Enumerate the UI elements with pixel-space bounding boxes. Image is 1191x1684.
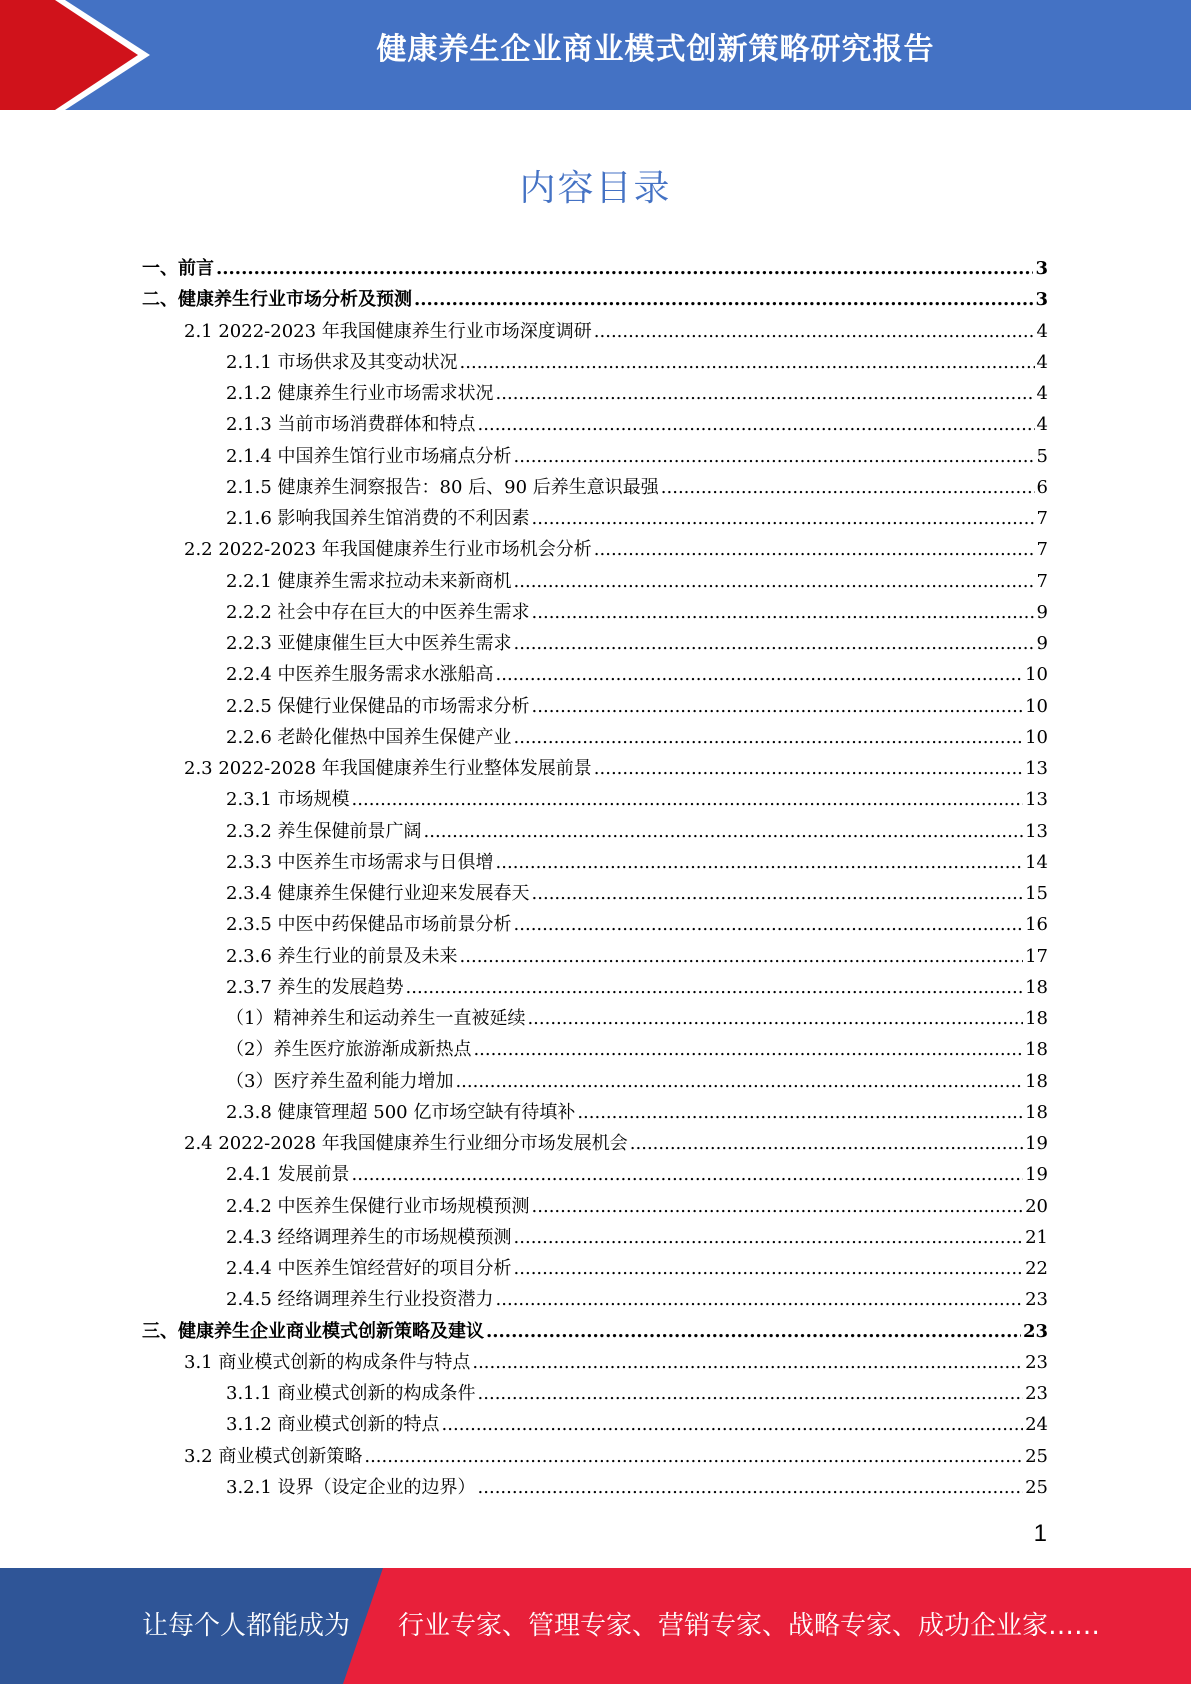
- toc-entry[interactable]: [142, 1129, 1048, 1160]
- toc-entry[interactable]: [142, 348, 1048, 379]
- toc-dot-leader: [496, 852, 1024, 873]
- toc-title: 内容目录: [519, 168, 672, 209]
- toc-entry[interactable]: [142, 1317, 1048, 1348]
- toc-entry-page: 18: [1025, 1008, 1048, 1029]
- toc-entry-page: 19: [1025, 1164, 1048, 1186]
- toc-dot-leader: [514, 1258, 1024, 1279]
- toc-entry-page: 4: [1036, 383, 1048, 404]
- toc-entry-page: 23: [1022, 1320, 1048, 1342]
- toc-entry[interactable]: [142, 379, 1048, 410]
- toc-entry[interactable]: [142, 317, 1048, 348]
- toc-entry-label: 3.2.1 设界（设定企业的边界）: [226, 1476, 476, 1498]
- toc-entry-label: 2.3.2 养生保健前景广阔: [226, 820, 422, 842]
- toc-dot-leader: [532, 883, 1024, 904]
- toc-entry[interactable]: [142, 1348, 1048, 1379]
- toc-entry[interactable]: [142, 1160, 1048, 1191]
- toc-entry-page: 21: [1025, 1226, 1048, 1248]
- toc-entry-page: 19: [1025, 1133, 1048, 1154]
- toc-entry-page: 4: [1036, 320, 1048, 342]
- toc-entry[interactable]: [142, 504, 1048, 535]
- toc-entry-label: 2.2.6 老龄化催热中国养生保健产业: [226, 726, 512, 748]
- toc-entry[interactable]: [142, 660, 1048, 691]
- toc-entry[interactable]: [142, 754, 1048, 785]
- toc-entry-label: （3）医疗养生盈利能力增加: [226, 1070, 454, 1092]
- toc-dot-leader: [514, 571, 1035, 592]
- toc-dot-leader: [460, 352, 1035, 373]
- toc-entry[interactable]: [142, 723, 1048, 754]
- toc-dot-leader: [532, 1196, 1024, 1217]
- toc-entry-label: 一、前言: [142, 258, 214, 279]
- toc-entry[interactable]: [142, 285, 1048, 316]
- toc-entry-page: 20: [1025, 1195, 1048, 1217]
- toc-entry[interactable]: [142, 473, 1048, 504]
- table-of-contents: [142, 254, 1048, 1504]
- toc-entry[interactable]: [142, 567, 1048, 598]
- toc-entry-label: 2.4.3 经络调理养生的市场规模预测: [226, 1226, 512, 1248]
- toc-entry[interactable]: [142, 1098, 1048, 1129]
- toc-entry-label: 2.2 2022-2023 年我国健康养生行业市场机会分析: [184, 539, 592, 561]
- toc-entry[interactable]: [142, 1223, 1048, 1254]
- toc-entry-page: 6: [1036, 476, 1048, 498]
- toc-dot-leader: [594, 539, 1035, 560]
- toc-dot-leader: [473, 1039, 1023, 1060]
- toc-entry[interactable]: [142, 629, 1048, 660]
- toc-entry-label: 2.4 2022-2028 年我国健康养生行业细分市场发展机会: [184, 1133, 628, 1154]
- toc-entry-page: 9: [1036, 601, 1048, 623]
- toc-entry-label: 2.4.1 发展前景: [226, 1164, 350, 1186]
- toc-entry[interactable]: [142, 1004, 1048, 1035]
- toc-dot-leader: [478, 414, 1035, 435]
- toc-entry-page: 3: [1035, 289, 1048, 311]
- toc-dot-leader: [364, 1446, 1023, 1467]
- toc-entry-label: （2）养生医疗旅游渐成新热点: [226, 1039, 472, 1061]
- toc-entry-page: 9: [1036, 633, 1048, 654]
- toc-entry-label: 二、健康养生行业市场分析及预测: [142, 289, 412, 311]
- toc-entry-page: 13: [1025, 758, 1048, 779]
- toc-entry-page: 3: [1035, 258, 1048, 279]
- toc-entry-label: 2.3.6 养生行业的前景及未来: [226, 945, 458, 967]
- toc-entry[interactable]: [142, 1254, 1048, 1285]
- page-number: 1: [1033, 1520, 1047, 1547]
- toc-entry-page: 25: [1025, 1445, 1048, 1467]
- toc-entry-page: 7: [1036, 508, 1048, 529]
- toc-entry-page: 7: [1036, 570, 1048, 592]
- toc-entry[interactable]: [142, 1379, 1048, 1410]
- toc-entry[interactable]: [142, 1410, 1048, 1441]
- toc-entry-label: 2.3.4 健康养生保健行业迎来发展春天: [226, 883, 530, 904]
- toc-entry-page: 16: [1025, 914, 1048, 936]
- toc-entry[interactable]: [142, 598, 1048, 629]
- toc-entry-label: 2.3.3 中医养生市场需求与日俱增: [226, 851, 494, 873]
- toc-entry-label: 3.1 商业模式创新的构成条件与特点: [184, 1351, 471, 1373]
- toc-dot-leader: [630, 1133, 1023, 1154]
- header-title: 健康养生企业商业模式创新策略研究报告: [376, 32, 935, 67]
- toc-dot-leader: [455, 1071, 1023, 1092]
- toc-entry[interactable]: [142, 973, 1048, 1004]
- toc-entry-page: 24: [1025, 1414, 1048, 1436]
- toc-entry-label: 2.2.1 健康养生需求拉动未来新商机: [226, 570, 512, 592]
- toc-dot-leader: [661, 477, 1035, 498]
- toc-entry-page: 25: [1025, 1476, 1048, 1498]
- toc-entry[interactable]: [142, 1442, 1048, 1473]
- toc-entry-label: 2.3.7 养生的发展趋势: [226, 976, 404, 998]
- toc-entry-page: 18: [1025, 1101, 1048, 1123]
- toc-entry[interactable]: [142, 254, 1048, 285]
- toc-entry[interactable]: [142, 692, 1048, 723]
- toc-entry-label: 2.1.5 健康养生洞察报告：80 后、90 后养生意识最强: [226, 476, 659, 498]
- toc-dot-leader: [478, 1383, 1024, 1404]
- toc-dot-leader: [532, 696, 1024, 717]
- toc-entry-page: 7: [1036, 539, 1048, 561]
- toc-dot-leader: [577, 1102, 1023, 1123]
- toc-dot-leader: [496, 664, 1024, 685]
- page-footer: [0, 1568, 1191, 1684]
- toc-entry-label: 2.1 2022-2023 年我国健康养生行业市场深度调研: [184, 320, 592, 342]
- toc-entry-page: 15: [1025, 883, 1048, 904]
- toc-entry[interactable]: [142, 1035, 1048, 1066]
- toc-dot-leader: [460, 946, 1024, 967]
- toc-entry[interactable]: [142, 442, 1048, 473]
- toc-entry-label: 2.2.2 社会中存在巨大的中医养生需求: [226, 601, 530, 623]
- toc-entry[interactable]: [142, 535, 1048, 566]
- toc-entry-page: 17: [1025, 945, 1048, 967]
- toc-entry-page: 10: [1025, 664, 1048, 686]
- toc-entry[interactable]: [142, 1192, 1048, 1223]
- toc-dot-leader: [352, 1164, 1024, 1185]
- toc-entry-page: 10: [1025, 695, 1048, 717]
- toc-entry-label: 2.4.2 中医养生保健行业市场规模预测: [226, 1195, 530, 1217]
- toc-dot-leader: [352, 789, 1024, 810]
- toc-entry-page: 22: [1025, 1258, 1048, 1279]
- toc-dot-leader: [496, 1289, 1024, 1310]
- toc-entry-label: 2.3.5 中医中药保健品市场前景分析: [226, 914, 512, 936]
- toc-entry-page: 23: [1025, 1289, 1048, 1311]
- toc-dot-leader: [594, 321, 1035, 342]
- toc-entry-label: 2.1.2 健康养生行业市场需求状况: [226, 383, 494, 404]
- toc-entry[interactable]: [142, 410, 1048, 441]
- toc-entry-label: 2.1.3 当前市场消费群体和特点: [226, 414, 476, 436]
- toc-entry[interactable]: [142, 942, 1048, 973]
- toc-entry-label: （1）精神养生和运动养生一直被延续: [226, 1008, 526, 1029]
- toc-dot-leader: [406, 977, 1024, 998]
- toc-entry-label: 2.1.6 影响我国养生馆消费的不利因素: [226, 508, 530, 529]
- toc-entry-page: 18: [1025, 1039, 1048, 1061]
- toc-entry-page: 4: [1036, 414, 1048, 436]
- toc-entry-page: 13: [1025, 820, 1048, 842]
- toc-entry-label: 2.3 2022-2028 年我国健康养生行业整体发展前景: [184, 758, 592, 779]
- footer-slogan-right: 行业专家、管理专家、营销专家、战略专家、成功企业家……: [398, 1611, 1101, 1641]
- toc-entry-page: 23: [1025, 1351, 1048, 1373]
- toc-entry-page: 18: [1025, 1070, 1048, 1092]
- toc-entry-label: 2.1.1 市场供求及其变动状况: [226, 351, 458, 373]
- toc-entry[interactable]: [142, 910, 1048, 941]
- toc-entry[interactable]: [142, 848, 1048, 879]
- toc-dot-leader: [514, 727, 1024, 748]
- footer-slogan-left: 让每个人都能成为: [142, 1611, 351, 1641]
- toc-entry[interactable]: [142, 1285, 1048, 1316]
- toc-dot-leader: [486, 1321, 1021, 1342]
- toc-entry[interactable]: [142, 817, 1048, 848]
- toc-entry-label: 2.3.1 市场规模: [226, 789, 350, 811]
- toc-entry-page: 23: [1025, 1383, 1048, 1404]
- toc-entry[interactable]: [142, 785, 1048, 816]
- toc-dot-leader: [216, 258, 1033, 279]
- toc-entry-label: 2.4.5 经络调理养生行业投资潜力: [226, 1289, 494, 1311]
- toc-dot-leader: [414, 289, 1033, 310]
- toc-entry-label: 三、健康养生企业商业模式创新策略及建议: [142, 1320, 484, 1342]
- toc-entry[interactable]: [142, 879, 1048, 910]
- toc-dot-leader: [532, 508, 1035, 529]
- toc-dot-leader: [514, 1227, 1024, 1248]
- toc-entry-page: 5: [1036, 445, 1048, 467]
- toc-dot-leader: [478, 1477, 1024, 1498]
- toc-entry-label: 2.2.4 中医养生服务需求水涨船高: [226, 664, 494, 686]
- toc-dot-leader: [424, 821, 1024, 842]
- toc-entry-label: 2.1.4 中国养生馆行业市场痛点分析: [226, 445, 512, 467]
- toc-entry-label: 2.4.4 中医养生馆经营好的项目分析: [226, 1258, 512, 1279]
- toc-dot-leader: [442, 1414, 1024, 1435]
- toc-entry-label: 3.1.2 商业模式创新的特点: [226, 1414, 440, 1436]
- toc-entry-page: 4: [1036, 351, 1048, 373]
- toc-entry-page: 14: [1025, 851, 1048, 873]
- toc-entry[interactable]: [142, 1473, 1048, 1504]
- toc-entry-page: 13: [1025, 789, 1048, 811]
- toc-entry-page: 18: [1025, 976, 1048, 998]
- toc-dot-leader: [514, 914, 1024, 935]
- toc-dot-leader: [514, 446, 1035, 467]
- toc-dot-leader: [514, 633, 1035, 654]
- toc-entry[interactable]: [142, 1067, 1048, 1098]
- toc-entry-label: 2.2.5 保健行业保健品的市场需求分析: [226, 695, 530, 717]
- toc-dot-leader: [496, 383, 1035, 404]
- toc-entry-page: 10: [1025, 726, 1048, 748]
- toc-dot-leader: [594, 758, 1023, 779]
- toc-entry-label: 3.1.1 商业模式创新的构成条件: [226, 1383, 476, 1404]
- page-header: [0, 0, 1191, 110]
- toc-dot-leader: [472, 1352, 1023, 1373]
- toc-dot-leader: [532, 602, 1035, 623]
- toc-entry-label: 2.3.8 健康管理超 500 亿市场空缺有待填补: [226, 1101, 576, 1123]
- toc-dot-leader: [527, 1008, 1023, 1029]
- toc-entry-label: 3.2 商业模式创新策略: [184, 1445, 363, 1467]
- toc-entry-label: 2.2.3 亚健康催生巨大中医养生需求: [226, 633, 512, 654]
